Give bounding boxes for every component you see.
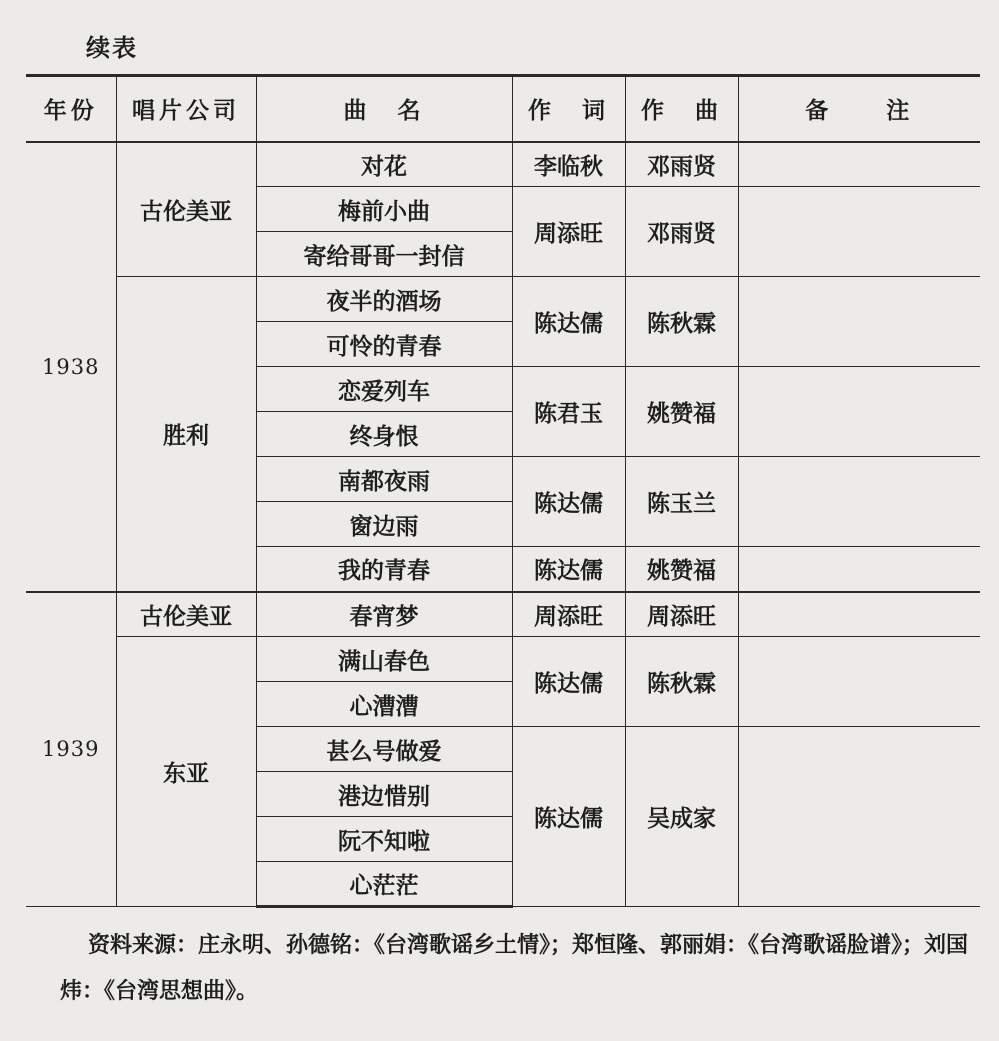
lyricist-cell: 陈达儒	[512, 457, 625, 547]
table-caption: 续表	[86, 33, 138, 62]
header-composer: 作 曲	[625, 76, 738, 142]
remarks-cell	[738, 457, 980, 547]
song-cell: 心漕漕	[256, 682, 512, 727]
company-cell: 胜利	[116, 277, 256, 592]
company-cell: 古伦美亚	[116, 592, 256, 637]
song-cell: 窗边雨	[256, 502, 512, 547]
lyricist-cell: 李临秋	[512, 142, 625, 187]
remarks-cell	[738, 142, 980, 187]
remarks-cell	[738, 727, 980, 907]
song-cell: 夜半的酒场	[256, 277, 512, 322]
lyricist-cell: 陈达儒	[512, 547, 625, 592]
header-row	[26, 76, 980, 142]
composer-cell: 姚赞福	[625, 367, 738, 457]
composer-cell: 吴成家	[625, 727, 738, 907]
composer-cell: 陈玉兰	[625, 457, 738, 547]
song-cell: 阮不知啦	[256, 817, 512, 862]
lyricist-cell: 陈达儒	[512, 637, 625, 727]
lyricist-cell: 周添旺	[512, 592, 625, 637]
remarks-cell	[738, 637, 980, 727]
year-cell: 1938	[26, 142, 116, 592]
song-cell: 可怜的青春	[256, 322, 512, 367]
source-note: 资料来源：庄永明、孙德铭：《台湾歌谣乡土情》；郑恒隆、郭丽娟：《台湾歌谣脸谱》；刘国炜：《台湾思想曲》。	[60, 932, 969, 1004]
composer-cell: 邓雨贤	[625, 142, 738, 187]
song-cell: 寄给哥哥一封信	[256, 232, 512, 277]
song-cell: 南都夜雨	[256, 457, 512, 502]
table-row	[26, 637, 980, 682]
song-cell: 心茫茫	[256, 862, 512, 907]
song-cell: 梅前小曲	[256, 187, 512, 232]
song-cell: 港边惜别	[256, 772, 512, 817]
remarks-cell	[738, 592, 980, 637]
remarks-cell	[738, 547, 980, 592]
lyricist-cell: 周添旺	[512, 187, 625, 277]
header-year: 年份	[26, 76, 116, 142]
header-remarks: 备 注	[738, 76, 980, 142]
remarks-cell	[738, 277, 980, 367]
composer-cell: 姚赞福	[625, 547, 738, 592]
lyricist-cell: 陈达儒	[512, 727, 625, 907]
composer-cell: 邓雨贤	[625, 187, 738, 277]
composer-cell: 陈秋霖	[625, 277, 738, 367]
song-cell: 恋爱列车	[256, 367, 512, 412]
lyricist-cell: 陈达儒	[512, 277, 625, 367]
lyricist-cell: 陈君玉	[512, 367, 625, 457]
year-cell: 1939	[26, 592, 116, 907]
song-table	[26, 74, 980, 908]
header-song: 曲 名	[256, 76, 512, 142]
header-company: 唱片公司	[116, 76, 256, 142]
table-row	[26, 142, 980, 187]
remarks-cell	[738, 187, 980, 277]
composer-cell: 陈秋霖	[625, 637, 738, 727]
song-cell: 我的青春	[256, 547, 512, 592]
remarks-cell	[738, 367, 980, 457]
song-cell: 春宵梦	[256, 592, 512, 637]
table-row	[26, 277, 980, 322]
table-row	[26, 592, 980, 637]
song-cell: 对花	[256, 142, 512, 187]
company-cell: 古伦美亚	[116, 142, 256, 277]
header-lyricist: 作 词	[512, 76, 625, 142]
song-cell: 满山春色	[256, 637, 512, 682]
song-cell: 甚么号做爱	[256, 727, 512, 772]
song-cell: 终身恨	[256, 412, 512, 457]
composer-cell: 周添旺	[625, 592, 738, 637]
company-cell: 东亚	[116, 637, 256, 907]
